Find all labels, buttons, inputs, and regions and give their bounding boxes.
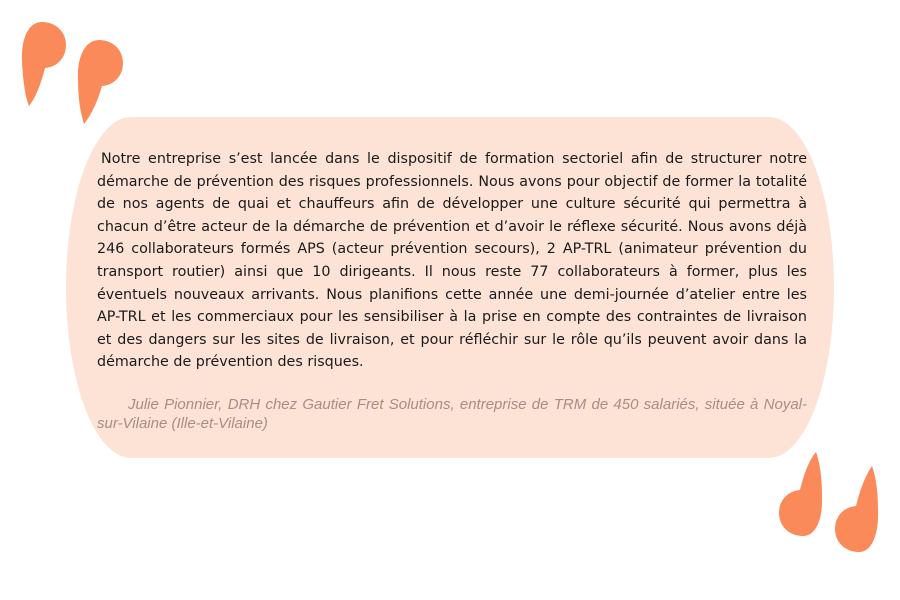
open-quote-right-mark: [78, 40, 123, 124]
quote-attribution: Julie Pionnier, DRH chez Gautier Fret Solutions, entreprise de TRM de 450 salariés, située à Noyal-sur-Vilaine (Ille-et-Vilaine): [97, 396, 807, 432]
open-quote-left-mark: [22, 22, 66, 106]
close-quote-left-mark: [779, 452, 822, 536]
quote-text: Notre entreprise s’est lancée dans le dispositif de formation sectoriel afin de structurer notre démarche de prévention des risques professionnels. Nous avons pour objectif de former la totalité de nos agents de quai et chauffeurs afin de développer une culture sécurité qui permettra à chacun d’être acteur de la démarche de prévention et d’avoir le réflexe sécurité. Nous avons déjà 246 collaborateurs formés APS (acteur prévention secours), 2 AP-TRL (animateur prévention du transport routier) ainsi que 10 dirigeants. Il nous reste 77 collaborateurs à former, plus les éventuels nouveaux arrivants. Nous planifions cette année une demi-journée d’atelier entre les AP-TRL et les commerciaux pour les sensibiliser à la prise en compte des contraintes de livraison et des dangers sur les sites de livraison, et pour réfléchir sur le rôle qu’ils peuvent avoir dans la démarche de prévention des risques.: [97, 151, 807, 371]
close-quote-icon: [775, 450, 893, 558]
open-quote-icon: [10, 14, 130, 132]
close-quote-right-mark: [835, 466, 878, 552]
